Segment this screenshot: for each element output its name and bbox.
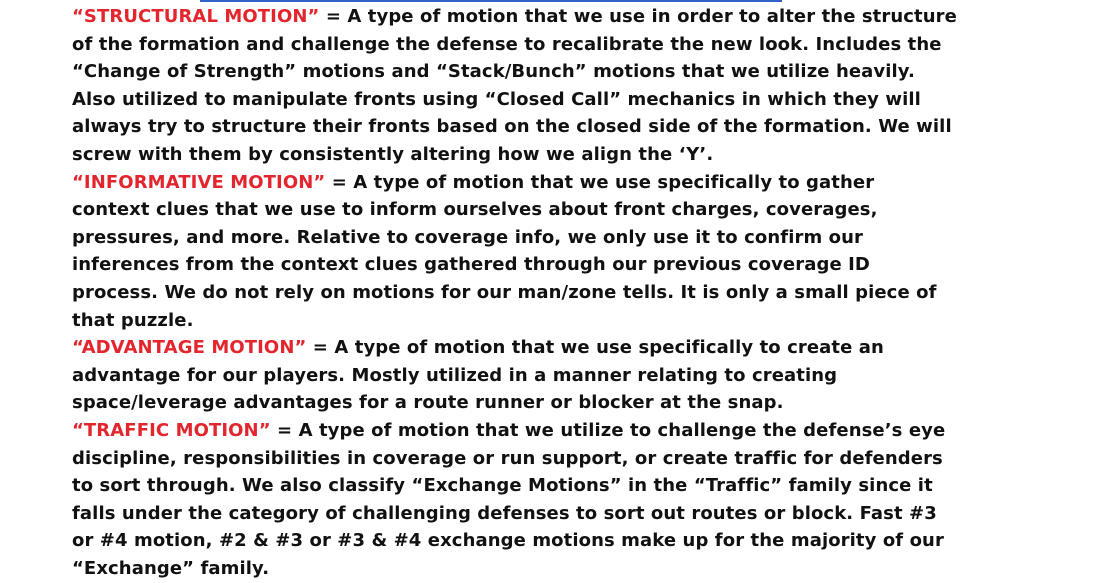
structural-motion-term: “STRUCTURAL MOTION” bbox=[72, 6, 320, 27]
paragraph-line: to sort through. We also classify “Exchange Motions” in the “Traffic” family since it bbox=[72, 475, 933, 497]
informative-motion-term: “INFORMATIVE MOTION” bbox=[72, 171, 326, 193]
advantage-motion-term: “ADVANTAGE MOTION” bbox=[72, 337, 307, 359]
paragraph-line: inferences from the context clues gathered through our previous coverage ID bbox=[72, 254, 870, 276]
informative-motion-paragraph bbox=[72, 169, 1072, 335]
paragraph-line: discipline, responsibilities in coverage or run support, or create traffic for defenders bbox=[72, 447, 943, 469]
paragraph-line: advantage for our players. Mostly utilized in a manner relating to creating bbox=[72, 364, 838, 386]
paragraph-line-text: = A type of motion that we use in order to alter the structure bbox=[319, 6, 957, 27]
paragraph-line: space/leverage advantages for a route runner or blocker at the snap. bbox=[72, 392, 784, 414]
traffic-motion-paragraph bbox=[72, 417, 1072, 583]
traffic-motion-term: “TRAFFIC MOTION” bbox=[72, 419, 271, 441]
paragraph-line: pressures, and more. Relative to coverage info, we only use it to confirm our bbox=[72, 226, 864, 248]
paragraph-line bbox=[72, 3, 1072, 31]
paragraph-line: Also utilized to manipulate fronts using “Closed Call” mechanics in which they will bbox=[72, 88, 921, 110]
paragraph-line: or #4 motion, #2 & #3 or #3 & #4 exchange motions make up for the majority of our bbox=[72, 530, 944, 552]
paragraph-line: process. We do not rely on motions for our man/zone tells. It is only a small piece of bbox=[72, 281, 937, 303]
structural-motion-paragraph bbox=[72, 3, 1072, 169]
paragraph-line: that puzzle. bbox=[72, 309, 194, 331]
paragraph-line: context clues that we use to inform ourselves about front charges, coverages, bbox=[72, 199, 878, 221]
paragraph-line: “Change of Strength” motions and “Stack/Bunch” motions that we utilize heavily. bbox=[72, 61, 915, 83]
paragraph-line: always try to structure their fronts based on the closed side of the formation. We will bbox=[72, 116, 952, 138]
paragraph-line-text: = A type of motion that we use specifically to gather bbox=[325, 171, 875, 193]
paragraph-line bbox=[72, 334, 1072, 362]
paragraph-line-text: = A type of motion that we use specifically to create an bbox=[306, 337, 884, 359]
paragraph-line bbox=[72, 417, 1072, 445]
paragraph-line: of the formation and challenge the defense to recalibrate the new look. Includes the bbox=[72, 33, 942, 55]
paragraph-line: screw with them by consistently altering how we align the ‘Y’. bbox=[72, 143, 714, 165]
paragraph-line bbox=[72, 169, 1072, 197]
document-body bbox=[72, 3, 1072, 582]
paragraph-line: “Exchange” family. bbox=[72, 557, 270, 579]
paragraph-line-text: = A type of motion that we utilize to challenge the defense’s eye bbox=[270, 419, 946, 441]
paragraph-line: falls under the category of challenging defenses to sort out routes or block. Fast #3 bbox=[72, 502, 937, 524]
advantage-motion-paragraph bbox=[72, 334, 1072, 417]
link-underline-fragment bbox=[200, 0, 782, 2]
